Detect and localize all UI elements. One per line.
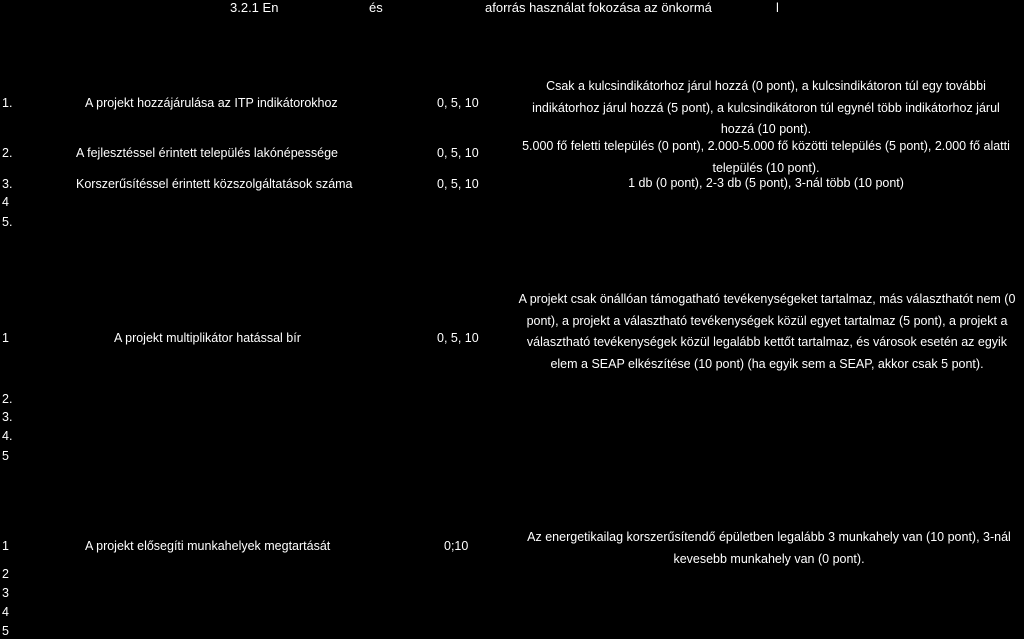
criterion-description: A projekt csak önállóan támogatható tevékenységeket tartalmaz, más választhatót nem (0 pont), a projekt a választható tevékenységek közül egyet tartalmaz (5 pont), a projekt a választható tevékenységek közül legalább kettőt tartalmaz, és városok esetén az egyik elem a SEAP elkészítése (10 pont) (ha egyik sem a SEAP, akkor csak 5 pont).	[518, 292, 1016, 371]
row-number: 4	[2, 195, 9, 209]
header-fragment-2: és	[369, 0, 383, 15]
row-number: 5	[2, 449, 9, 463]
row-number: 1	[2, 539, 9, 553]
row-number: 3.	[2, 410, 13, 424]
row-number: 5	[2, 624, 9, 638]
row-number: 4.	[2, 429, 13, 443]
row-number: 1.	[2, 96, 13, 110]
row-number: 2.	[2, 392, 13, 406]
criterion-label: Korszerűsítéssel érintett közszolgáltatások száma	[76, 177, 353, 191]
header-fragment-1: 3.2.1 En	[230, 0, 279, 15]
criterion-label: A projekt elősegíti munkahelyek megtartását	[85, 539, 331, 553]
criterion-score: 0, 5, 10	[437, 96, 479, 110]
row-number: 3	[2, 586, 9, 600]
criterion-score: 0, 5, 10	[437, 331, 479, 345]
criterion-score: 0, 5, 10	[437, 177, 479, 191]
row-number: 5.	[2, 215, 13, 229]
criterion-description: Az energetikailag korszerűsítendő épületben legalább 3 munkahely van (10 pont), 3-nál kevesebb munkahely van (0 pont).	[527, 530, 1011, 566]
criterion-score: 0;10	[444, 539, 469, 553]
criterion-description: Csak a kulcsindikátorhoz járul hozzá (0 pont), a kulcsindikátoron túl egy további indikátorhoz járul hozzá (5 pont), a kulcsindikátoron túl egynél több indikátorhoz járul hozzá (10 pont).	[532, 79, 1000, 136]
row-number: 3.	[2, 177, 13, 191]
header-fragment-3: aforrás használat fokozása az önkormá	[485, 0, 712, 15]
row-number: 1	[2, 331, 9, 345]
row-number: 2	[2, 567, 9, 581]
criterion-description: 1 db (0 pont), 2-3 db (5 pont), 3-nál több (10 pont)	[628, 176, 904, 190]
row-number: 4	[2, 605, 9, 619]
criterion-description: 5.000 fő feletti település (0 pont), 2.000-5.000 fő közötti település (5 pont), 2.000 fő alatti település (10 pont).	[522, 139, 1010, 175]
criterion-label: A fejlesztéssel érintett település lakónépessége	[76, 146, 338, 160]
row-number: 2.	[2, 146, 13, 160]
criterion-label: A projekt hozzájárulása az ITP indikátorokhoz	[85, 96, 338, 110]
criterion-score: 0, 5, 10	[437, 146, 479, 160]
criterion-label: A projekt multiplikátor hatással bír	[114, 331, 301, 345]
header-fragment-4: l	[776, 0, 779, 15]
